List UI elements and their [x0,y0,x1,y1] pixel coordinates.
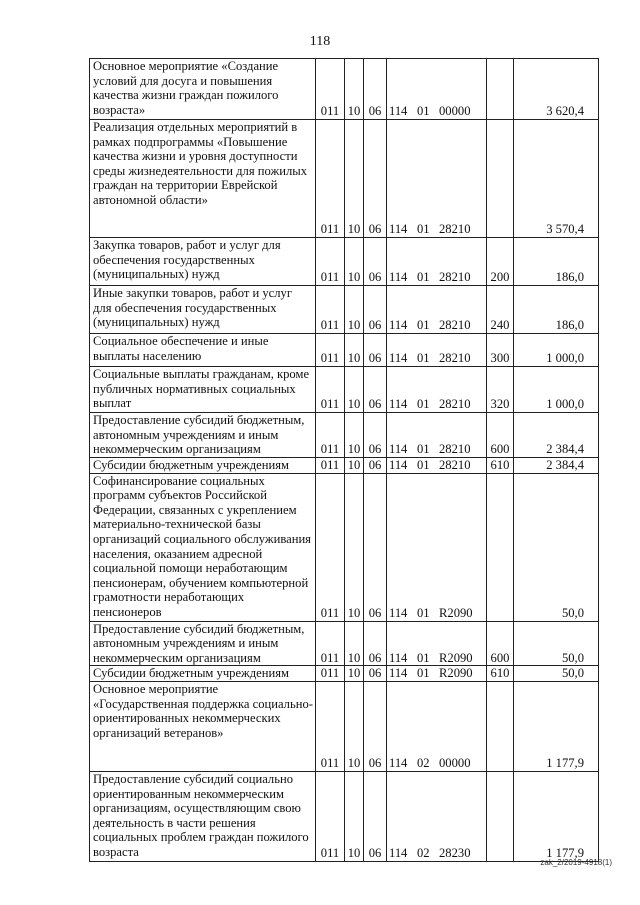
amount-value: 3 620,4 [514,59,599,120]
subprogram-code: 4 [401,756,408,771]
ministry-code: 011 [316,286,345,334]
subsection-code: 06 [364,59,387,120]
section-code: 10 [345,120,364,238]
section-code: 10 [345,681,364,771]
direction-code: R2090 [439,606,473,620]
subprogram-code: 4 [401,650,408,665]
main-event-code: 01 [417,606,430,620]
amount-value: 186,0 [514,238,599,286]
main-event-code: 01 [417,650,430,665]
main-event-code: 01 [417,270,430,285]
table-row [90,238,599,286]
amount-value: 50,0 [514,621,599,666]
amount-value: 1 000,0 [514,334,599,367]
expense-type-code: 610 [487,458,514,474]
main-event-code: 01 [417,458,430,472]
budget-table [89,58,599,862]
table-row [90,120,599,238]
ministry-code: 011 [316,771,345,861]
ministry-code: 011 [316,458,345,474]
expense-type-code: 200 [487,238,514,286]
subsection-code: 06 [364,120,387,238]
program-code: 11 [389,222,402,237]
amount-value: 50,0 [514,473,599,621]
ministry-code: 011 [316,473,345,621]
table-row [90,367,599,413]
direction-code: 28210 [439,397,471,412]
expense-name: Закупка товаров, работ и услуг для обеспечения государственных (муниципальных) нужд [90,238,316,286]
table-row [90,334,599,367]
subprogram-code: 4 [401,318,408,333]
subsection-code: 06 [364,621,387,666]
direction-code: 00000 [439,756,471,771]
expense-type-code: 600 [487,621,514,666]
subsection-code: 06 [364,238,387,286]
subprogram-code: 4 [401,666,408,681]
main-event-code: 01 [417,442,430,457]
program-code: 11 [389,458,402,472]
amount-value: 186,0 [514,286,599,334]
expense-name: Субсидии бюджетным учреждениям [90,458,316,474]
ministry-code: 011 [316,621,345,666]
expense-type-code: 320 [487,367,514,413]
target-article-code [387,473,487,621]
program-code: 11 [389,270,402,285]
section-code: 10 [345,413,364,458]
subsection-code: 06 [364,771,387,861]
ministry-code: 011 [316,59,345,120]
amount-value: 1 177,9 [514,681,599,771]
table-row [90,473,599,621]
main-event-code: 02 [417,846,430,861]
subprogram-code: 4 [401,222,408,237]
direction-code: 28210 [439,351,471,366]
program-code: 11 [389,318,402,333]
target-article-code [387,413,487,458]
subsection-code: 06 [364,334,387,367]
target-article-code [387,59,487,120]
main-event-code: 01 [417,351,430,366]
direction-code: 28210 [439,458,471,472]
subprogram-code: 4 [401,606,408,620]
ministry-code: 011 [316,334,345,367]
main-event-code: 01 [417,222,430,237]
table-row [90,771,599,861]
ministry-code: 011 [316,238,345,286]
expense-type-code: 300 [487,334,514,367]
subsection-code: 06 [364,413,387,458]
table-row [90,59,599,120]
subprogram-code: 4 [401,846,408,861]
ministry-code: 011 [316,367,345,413]
section-code: 10 [345,367,364,413]
target-article-code [387,621,487,666]
section-code: 10 [345,458,364,474]
table-row [90,286,599,334]
section-code: 10 [345,473,364,621]
program-code: 11 [389,351,402,366]
expense-name: Софинансирование социальных программ субъектов Российской Федерации, связанных с укреплением материально-технической базы организаций социального обслуживания населения, оказанием адресной социальной помощи неработающим пенсионерам, обучением компьютерной грамотности неработающих пенсионеров [90,473,316,621]
target-article-code [387,681,487,771]
target-article-code [387,666,487,682]
direction-code: 28210 [439,270,471,285]
subsection-code: 06 [364,666,387,682]
main-event-code: 02 [417,756,430,771]
program-code: 11 [389,846,402,861]
table-row [90,681,599,771]
amount-value: 50,0 [514,666,599,682]
target-article-code [387,367,487,413]
expense-name: Субсидии бюджетным учреждениям [90,666,316,682]
section-code: 10 [345,621,364,666]
main-event-code: 01 [417,318,430,333]
program-code: 11 [389,442,402,457]
direction-code: 28230 [439,846,471,861]
target-article-code [387,771,487,861]
direction-code: 28210 [439,222,471,237]
ministry-code: 011 [316,666,345,682]
table-body [90,59,599,862]
subsection-code: 06 [364,286,387,334]
target-article-code [387,120,487,238]
section-code: 10 [345,59,364,120]
subprogram-code: 4 [401,442,408,457]
ministry-code: 011 [316,681,345,771]
target-article-code [387,458,487,474]
expense-name: Социальные выплаты гражданам, кроме публичных нормативных социальных выплат [90,367,316,413]
main-event-code: 01 [417,666,430,681]
amount-value: 2 384,4 [514,413,599,458]
expense-name: Основное мероприятие «Создание условий для досуга и повышения качества жизни граждан пожилого возраста» [90,59,316,120]
direction-code: 28210 [439,318,471,333]
expense-name: Социальное обеспечение и иные выплаты населению [90,334,316,367]
subprogram-code: 4 [401,104,408,119]
section-code: 10 [345,666,364,682]
document-code: zak_2/2019-4918(1) [540,858,612,867]
amount-value: 1 000,0 [514,367,599,413]
subsection-code: 06 [364,681,387,771]
page-number: 118 [309,34,331,49]
amount-value: 1 177,9 [514,771,599,861]
target-article-code [387,286,487,334]
expense-name: Предоставление субсидий социально ориентированным некоммерческим организациям, осуществляющим свою деятельность в части решения социальных проблем граждан пожилого возраста [90,771,316,861]
program-code: 11 [389,397,402,412]
section-code: 10 [345,334,364,367]
table-row [90,458,599,474]
expense-type-code [487,120,514,238]
direction-code: R2090 [439,650,473,665]
expense-type-code [487,771,514,861]
expense-type-code: 240 [487,286,514,334]
subsection-code: 06 [364,367,387,413]
expense-name: Иные закупки товаров, работ и услуг для обеспечения государственных (муниципальных) нужд [90,286,316,334]
program-code: 11 [389,104,402,119]
expense-type-code [487,681,514,771]
section-code: 10 [345,286,364,334]
subprogram-code: 4 [401,351,408,366]
expense-type-code [487,473,514,621]
target-article-code [387,238,487,286]
direction-code: 00000 [439,104,471,119]
expense-type-code: 600 [487,413,514,458]
subprogram-code: 4 [401,397,408,412]
table-row [90,413,599,458]
expense-type-code: 610 [487,666,514,682]
table-row [90,621,599,666]
amount-value: 3 570,4 [514,120,599,238]
direction-code: R2090 [439,666,473,681]
expense-name: Предоставление субсидий бюджетным, автономным учреждениям и иным некоммерческим организациям [90,413,316,458]
table-row [90,666,599,682]
direction-code: 28210 [439,442,471,457]
program-code: 11 [389,666,402,681]
subprogram-code: 4 [401,270,408,285]
subsection-code: 06 [364,473,387,621]
expense-name: Основное мероприятие «Государственная поддержка социально-ориентированных некоммерческих организаций ветеранов» [90,681,316,771]
target-article-code [387,334,487,367]
main-event-code: 01 [417,397,430,412]
program-code: 11 [389,756,402,771]
expense-name: Реализация отдельных мероприятий в рамках подпрограммы «Повышение качества жизни и уровня доступности среды жизнедеятельности для пожилых граждан на территории Еврейской автономной области» [90,120,316,238]
subprogram-code: 4 [401,458,408,472]
ministry-code: 011 [316,120,345,238]
expense-name: Предоставление субсидий бюджетным, автономным учреждениям и иным некоммерческим организациям [90,621,316,666]
amount-value: 2 384,4 [514,458,599,474]
program-code: 11 [389,650,402,665]
subsection-code: 06 [364,458,387,474]
section-code: 10 [345,771,364,861]
expense-type-code [487,59,514,120]
program-code: 11 [389,606,402,620]
main-event-code: 01 [417,104,430,119]
section-code: 10 [345,238,364,286]
ministry-code: 011 [316,413,345,458]
